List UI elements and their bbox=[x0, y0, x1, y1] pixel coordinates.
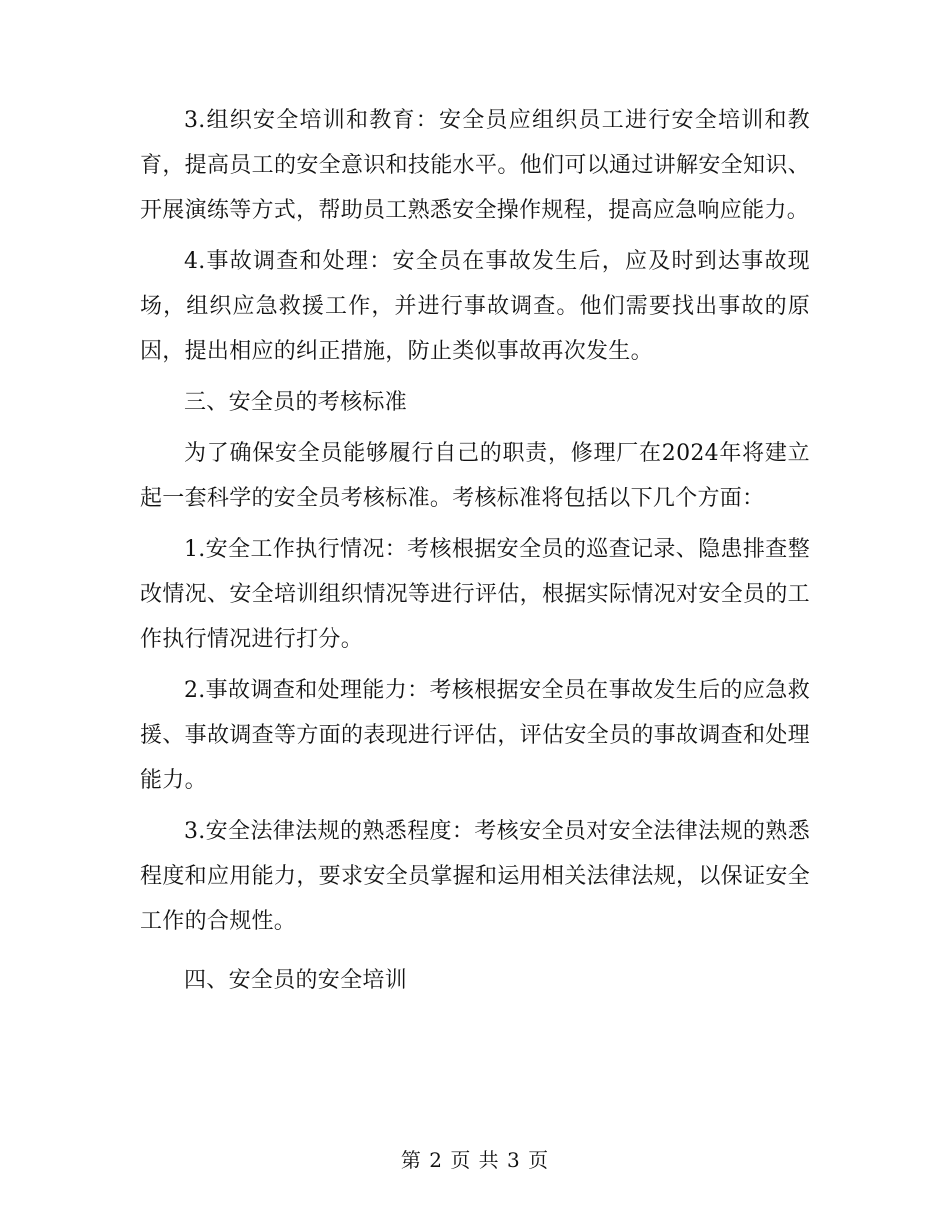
paragraph-assessment-intro: 为了确保安全员能够履行自己的职责，修理厂在2024年将建立起一套科学的安全员考核标准。考核标准将包括以下几个方面： bbox=[140, 441, 810, 511]
paragraph-work-execution: 1.安全工作执行情况：考核根据安全员的巡查记录、隐患排查整改情况、安全培训组织情况等进行评估，根据实际情况对安全员的工作执行情况进行打分。 bbox=[140, 537, 810, 652]
paragraph-investigation-ability: 2.事故调查和处理能力：考核根据安全员在事故发生后的应急救援、事故调查等方面的表现进行评估，评估安全员的事故调查和处理能力。 bbox=[140, 678, 810, 793]
document-body bbox=[140, 98, 810, 1003]
paragraph-accident-investigation: 4.事故调查和处理：安全员在事故发生后，应及时到达事故现场，组织应急救援工作，并进行事故调查。他们需要找出事故的原因，提出相应的纠正措施，防止类似事故再次发生。 bbox=[140, 249, 810, 364]
paragraph-training-education: 3.组织安全培训和教育：安全员应组织员工进行安全培训和教育，提高员工的安全意识和技能水平。他们可以通过讲解安全知识、开展演练等方式，帮助员工熟悉安全操作规程，提高应急响应能力。 bbox=[140, 108, 810, 223]
section-heading-assessment: 三、安全员的考核标准 bbox=[184, 390, 408, 415]
paragraph-law-familiarity: 3.安全法律法规的熟悉程度：考核安全员对安全法律法规的熟悉程度和应用能力，要求安全员掌握和运用相关法律法规，以保证安全工作的合规性。 bbox=[140, 819, 810, 934]
section-heading-training: 四、安全员的安全培训 bbox=[184, 968, 408, 993]
page-footer-indicator: 第 2 页 共 3 页 bbox=[400, 1148, 550, 1172]
